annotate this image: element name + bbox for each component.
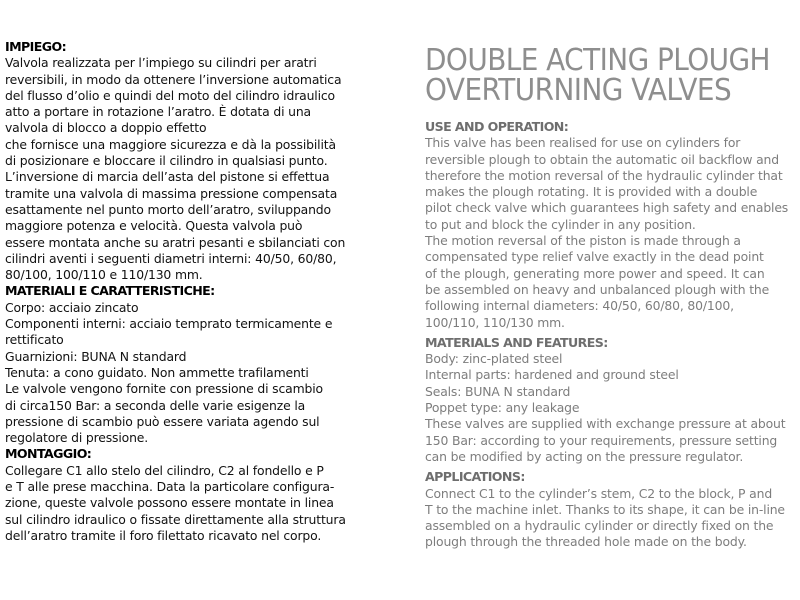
- text-line: reversible plough to obtain the automatic oil backflow and: [425, 151, 779, 167]
- text-line: The motion reversal of the piston is made through a: [425, 233, 741, 249]
- text-line: valvola di blocco a doppio effetto: [5, 120, 207, 136]
- text-line: T to the machine inlet. Thanks to its shape, it can be in-line: [425, 501, 785, 517]
- page-title: [425, 43, 770, 108]
- section-montaggio: [5, 446, 346, 544]
- text-line: assembled on a hydraulic cylinder or directly fixed on the: [425, 518, 774, 534]
- section-materials-and-features: [425, 335, 796, 465]
- section-applications: [425, 469, 796, 550]
- text-line: makes the plough rotating. It is provided with a double: [425, 184, 758, 200]
- section-heading: MATERIALS AND FEATURES:: [425, 334, 608, 350]
- text-line: pilot check valve which guarantees high safety and enables: [425, 200, 789, 216]
- section-body: [5, 463, 346, 544]
- text-line: reversibili, in modo da ottenere l’inversione automatica: [5, 71, 342, 87]
- text-line: di posizionare e bloccare il cilindro in qualsiasi punto.: [5, 153, 328, 169]
- text-line: These valves are supplied with exchange pressure at about: [425, 416, 786, 432]
- text-line: therefore the motion reversal of the hydraulic cylinder that: [425, 167, 783, 183]
- text-line: compensated type relief valve exactly in the dead point: [425, 249, 764, 265]
- text-line: regolatore di pressione.: [5, 430, 149, 446]
- text-line: e T alle prese macchina. Data la particolare configura-: [5, 479, 335, 495]
- section-impiego: [5, 39, 346, 283]
- text-line: rettificato: [5, 332, 64, 348]
- text-line: dell’aratro tramite il foro filettato ricavato nel corpo.: [5, 527, 322, 543]
- text-line: Body: zinc-plated steel: [425, 351, 563, 367]
- text-line: di circa150 Bar: a seconda delle varie esigenze la: [5, 397, 306, 413]
- text-line: Poppet type: any leakage: [425, 400, 580, 416]
- section-body: [5, 300, 346, 447]
- text-line: Internal parts: hardened and ground steel: [425, 367, 679, 383]
- italian-column: [5, 39, 346, 544]
- text-line: tramite una valvola di massima pressione compensata: [5, 185, 338, 201]
- page-title-line: DOUBLE ACTING PLOUGH: [425, 43, 770, 78]
- section-heading: APPLICATIONS:: [425, 469, 525, 485]
- section-heading: MATERIALI E CARATTERISTICHE:: [5, 283, 215, 299]
- text-line: Seals: BUNA N standard: [425, 383, 571, 399]
- text-line: cilindri aventi i seguenti diametri interni: 40/50, 60/80,: [5, 250, 337, 266]
- text-line: This valve has been realised for use on cylinders for: [425, 135, 741, 151]
- section-heading: USE AND OPERATION:: [425, 119, 569, 134]
- english-column: [425, 43, 796, 551]
- text-line: essere montata anche su aratri pesanti e sbilanciati con: [5, 234, 346, 250]
- text-line: of the plough, generating more power and speed. It can: [425, 265, 765, 281]
- text-line: Guarnizioni: BUNA N standard: [5, 348, 187, 364]
- text-line: Le valvole vengono fornite con pressione di scambio: [5, 381, 323, 397]
- section-heading: MONTAGGIO:: [5, 446, 92, 462]
- text-line: atto a portare in rotazione l’aratro. È dotata di una: [5, 104, 311, 120]
- text-line: Componenti interni: acciaio temprato termicamente e: [5, 316, 333, 332]
- text-line: L’inversione di marcia dell’asta del pistone si effettua: [5, 169, 330, 185]
- text-line: sul cilindro idraulico o fissate direttamente alla struttura: [5, 511, 346, 527]
- text-line: esattamente nel punto morto dell’aratro, sviluppando: [5, 201, 331, 217]
- text-line: zione, queste valvole possono essere montate in linea: [5, 495, 334, 511]
- text-line: pressione di scambio può essere variata agendo sul: [5, 413, 320, 429]
- section-heading: IMPIEGO:: [5, 39, 67, 54]
- text-line: to put and block the cylinder in any position.: [425, 216, 696, 232]
- text-line: 80/100, 100/110 e 110/130 mm.: [5, 267, 203, 283]
- text-line: can be modified by acting on the pressure regulator.: [425, 448, 744, 464]
- page-title-line: OVERTURNING VALVES: [425, 73, 732, 108]
- text-line: plough through the threaded hole made on the body.: [425, 534, 747, 550]
- section-materiali: [5, 283, 346, 446]
- text-line: che fornisce una maggiore sicurezza e dà la possibilità: [5, 136, 336, 152]
- text-line: del flusso d’olio e quindi del moto del cilindro idraulico: [5, 87, 335, 103]
- text-line: 100/110, 110/130 mm.: [425, 314, 565, 330]
- section-body: [425, 135, 796, 331]
- text-line: 150 Bar: according to your requirements, pressure setting: [425, 432, 778, 448]
- text-line: Tenuta: a cono guidato. Non ammette trafilamenti: [5, 364, 309, 380]
- section-body: [425, 351, 796, 465]
- text-line: Connect C1 to the cylinder’s stem, C2 to the block, P and: [425, 485, 773, 501]
- text-line: Valvola realizzata per l’impiego su cilindri per aratri: [5, 55, 317, 71]
- text-line: maggiore potenza e velocità. Questa valvola può: [5, 218, 303, 234]
- text-line: Corpo: acciaio zincato: [5, 299, 139, 315]
- text-line: be assembled on heavy and unbalanced plough with the: [425, 281, 770, 297]
- section-body: [5, 55, 346, 283]
- text-line: Collegare C1 allo stelo del cilindro, C2 al fondello e P: [5, 462, 324, 478]
- text-line: following internal diameters: 40/50, 60/80, 80/100,: [425, 298, 734, 314]
- section-use-and-operation: [425, 119, 796, 331]
- section-body: [425, 486, 796, 551]
